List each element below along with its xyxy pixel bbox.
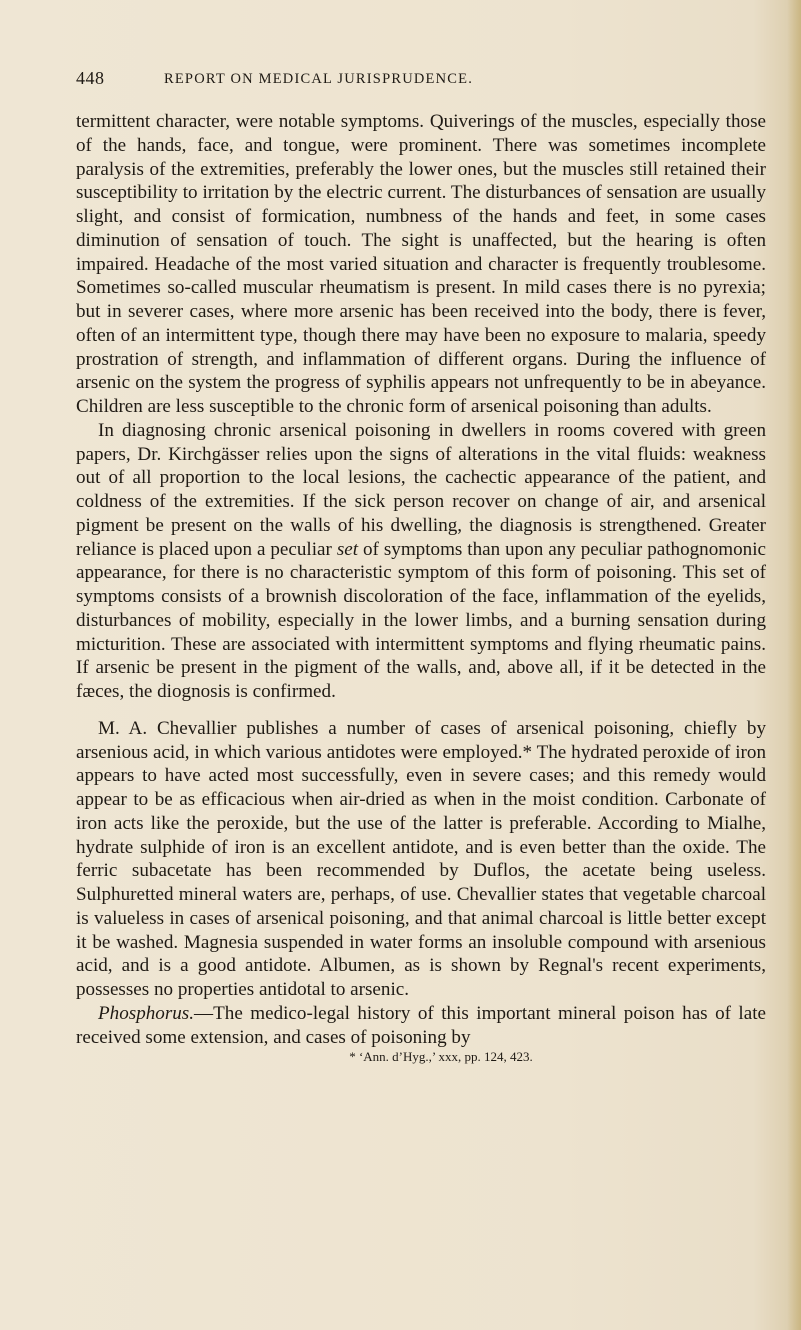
paragraph-4-heading-phosphorus: Phosphorus. — [98, 1002, 195, 1024]
paragraph-3: M. A. Chevallier publishes a number of cases of arsenical poisoning, chiefly by arsenious acid, in which various antidotes were employed.* The hydrated peroxide of iron appears to have acted most successfully, even in severe cases; and this remedy would appear to be as efficacious when air-dried as when in the moist condition. Carbonate of iron acts like the peroxide, but the use of the latter is preferable. According to Mialhe, hydrate sulphide of iron is an excellent antidote, and is even better than the oxide. The ferric subacetate has been recommended by Duflos, the acetate being useless. Sulphuretted mineral waters are, perhaps, of use. Chevallier states that vegetable charcoal is valueless in cases of arsenical poisoning, and that animal charcoal is little better except it be washed. Magnesia suspended in water forms an insoluble compound with arsenious acid, and is a good antidote. Albumen, as is shown by Regnal's recent experiments, possesses no properties antidotal to arsenic. — [76, 717, 766, 1000]
body-text — [76, 110, 766, 1065]
paragraph-1: termittent character, were notable symptoms. Quiverings of the muscles, especially those of the hands, face, and tongue, were prominent. There was sometimes incomplete paralysis of the extremities, preferably the lower ones, but the muscles still retained their susceptibility to irritation by the electric current. The disturbances of sensation are usually slight, and consist of formication, numbness of the hands and feet, in some cases diminution of sensation of touch. The sight is unaffected, but the hearing is often impaired. Headache of the most varied situation and character is frequently troublesome. Sometimes so-called muscular rheumatism is present. In mild cases there is no pyrexia; but in severer cases, where more arsenic has been received into the body, there is fever, often of an intermittent type, though there may have been no exposure to malaria, speedy prostration of strength, and inflammation of different organs. During the influence of arsenic on the system the progress of syphilis appears not unfrequently to be in abeyance. Children are less susceptible to the chronic form of arsenical poisoning than adults. — [76, 111, 766, 417]
running-head: REPORT ON MEDICAL JURISPRUDENCE. — [164, 71, 474, 87]
page-number: 448 — [76, 68, 105, 88]
paragraph-4-text: —The medico-legal history of this important mineral poison has of late received some extension, and cases of poisoning by — [76, 1002, 766, 1048]
page-header — [76, 68, 766, 92]
page-edge-shadow — [787, 0, 801, 1330]
paragraph-4 — [76, 1002, 766, 1050]
paragraph-2-text-a: In diagnosing chronic arsenical poisoning in dwellers in rooms covered with green papers, Dr. Kirchgässer relies upon the signs of alterations in the vital fluids: weakness out of all proportion to the local lesions, the cachectic appearance of the patient, and coldness of the extremities. If the sick person recover on change of air, and arsenical pigment be present on the walls of his dwelling, the diagnosis is strengthened. Greater reliance is placed upon a peculiar — [76, 419, 766, 560]
paragraph-2 — [76, 419, 766, 704]
footnote: * ‘Ann. d’Hyg.,’ xxx, pp. 124, 423. — [349, 1049, 533, 1065]
paragraph-2-emphasis-set: set — [336, 538, 359, 560]
paragraph-2-text-b: of symptoms than upon any peculiar pathognomonic appearance, for there is no characteristic symptom of this form of poisoning. This set of symptoms consists of a brownish discoloration of the face, inflammation of the eyelids, disturbances of mobility, especially in the lower limbs, and a burning sensation during micturition. These are associated with intermittent symptoms and flying rheumatic pains. If arsenic be present in the pigment of the walls, and, above all, if it be detected in the fæces, the diognosis is confirmed. — [76, 538, 766, 702]
